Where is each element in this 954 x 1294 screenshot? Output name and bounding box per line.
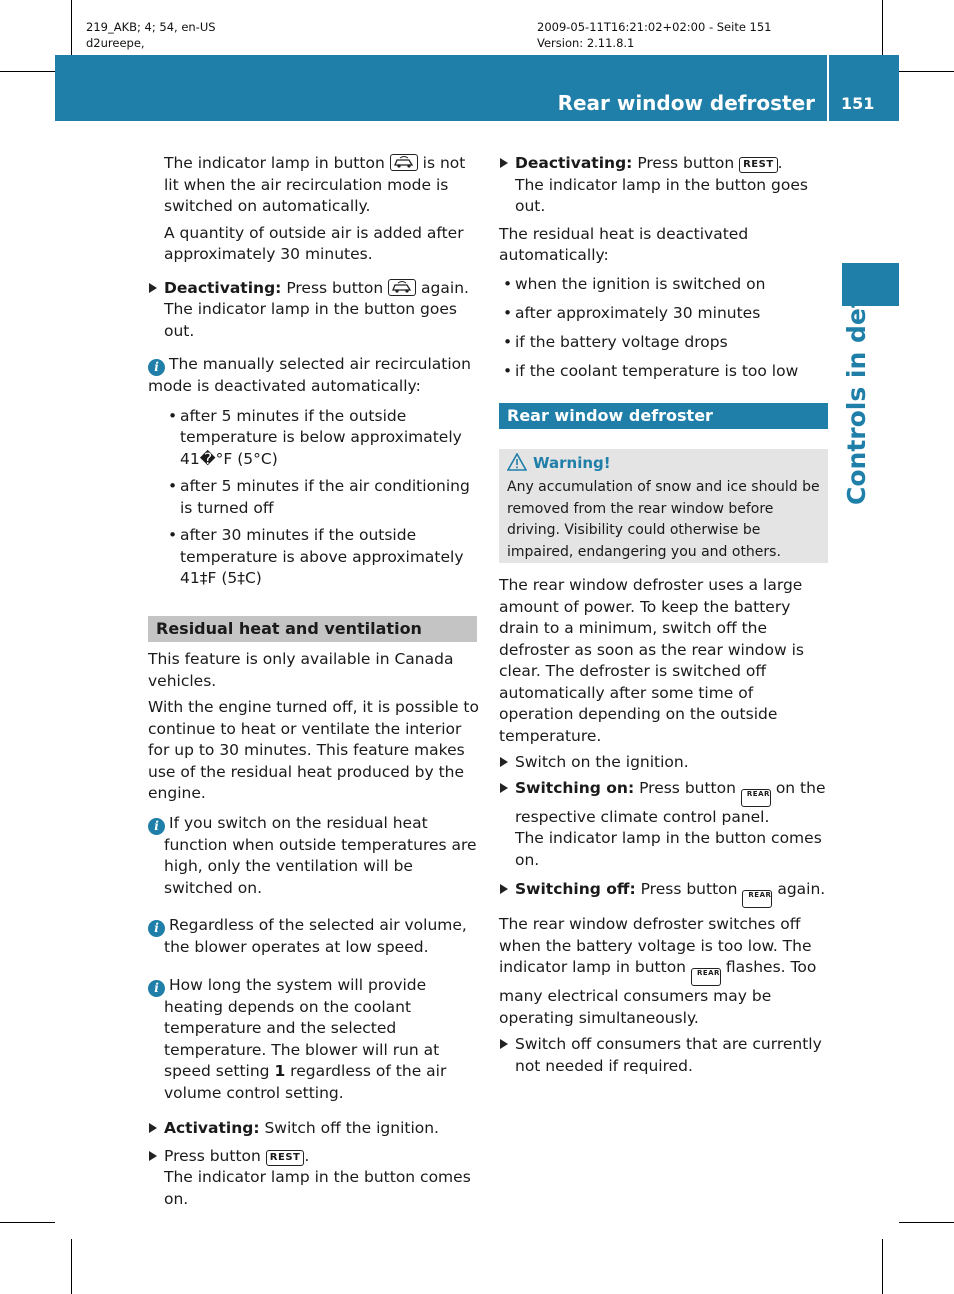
crop-mark xyxy=(899,71,954,72)
step-arrow-icon xyxy=(500,783,508,793)
step-arrow-icon xyxy=(149,1151,157,1161)
bullet-list xyxy=(148,406,478,590)
text: The indicator lamp in button xyxy=(164,154,385,172)
paragraph: The residual heat is deactivated automatically: xyxy=(499,224,749,264)
info-icon: i xyxy=(148,818,165,835)
crop-mark xyxy=(899,1222,954,1223)
warning-header xyxy=(507,453,611,473)
info-icon: i xyxy=(148,980,165,997)
crop-mark xyxy=(0,71,55,72)
page-number: 151 xyxy=(841,94,875,113)
text: Switch off consumers that are currently not needed if required. xyxy=(515,1035,822,1075)
rest-button-icon: REST xyxy=(266,1150,305,1166)
recirculation-button-icon xyxy=(388,279,416,296)
step-label: Deactivating: xyxy=(515,154,633,172)
info-note xyxy=(148,915,480,959)
header-title: Rear window defroster xyxy=(557,91,815,115)
paragraph: With the engine turned off, it is possible to continue to heat or ventilate the interior for up to 30 minutes. This feature makes use of the residual heat produced by the engine. xyxy=(148,698,479,802)
step-item xyxy=(148,278,478,343)
step-label: Switching off: xyxy=(515,880,636,898)
text: Press button xyxy=(164,1146,261,1165)
text: again. xyxy=(777,880,826,898)
step-item: Deactivating: Press button REST . The indicator lamp in the button goes out. xyxy=(499,153,831,218)
step-arrow-icon xyxy=(500,1039,508,1049)
meta-line: Version: 2.11.8.1 xyxy=(537,36,635,50)
text: The indicator lamp in the button goes out. xyxy=(515,175,808,215)
step-arrow-icon xyxy=(149,283,157,293)
info-note xyxy=(148,354,478,398)
rear-key-label: REAR xyxy=(746,789,770,798)
list-item: • after approximately 30 minutes xyxy=(499,303,831,325)
text: Regardless of the selected air volume, the blower operates at low speed. xyxy=(164,916,467,956)
text: flashes. Too many electrical consumers may be operating simultaneously. xyxy=(499,958,817,1027)
recirculation-button-icon xyxy=(390,154,418,171)
rear-key-label: REAR xyxy=(696,969,720,977)
meta-line: 219_AKB; 4; 54, en-US xyxy=(86,20,216,34)
step-label: Deactivating: xyxy=(164,278,282,297)
bullet-list xyxy=(499,274,831,383)
crop-mark xyxy=(71,0,72,55)
list-item: • after 5 minutes if the air conditioning is turned off xyxy=(164,476,478,519)
section-title-residual-heat: Residual heat and ventilation xyxy=(148,616,477,642)
text: Press button xyxy=(640,880,738,898)
section-title-rear-defroster: Rear window defroster xyxy=(499,403,828,429)
step-item xyxy=(499,1034,831,1077)
header-divider xyxy=(827,55,829,121)
step-arrow-icon xyxy=(149,1123,157,1133)
step-label: Activating: xyxy=(164,1119,260,1137)
rear-defrost-button-icon xyxy=(741,789,771,807)
meta-line: d2ureepe, xyxy=(86,36,145,50)
crop-mark xyxy=(71,1239,72,1294)
paragraph: This feature is only available in Canada vehicles. xyxy=(148,650,454,690)
step-label: Switching on: xyxy=(515,778,635,797)
info-icon: i xyxy=(148,359,165,376)
list-item: • if the coolant temperature is too low xyxy=(499,361,831,383)
info-note xyxy=(148,975,480,1105)
step-arrow-icon xyxy=(500,757,508,767)
crop-mark xyxy=(0,1222,55,1223)
paragraph xyxy=(148,153,478,218)
text: The indicator lamp in the button comes on. xyxy=(164,1168,471,1208)
right-column xyxy=(499,153,831,390)
meta-line: 2009-05-11T16:21:02+02:00 - Seite 151 xyxy=(537,20,772,34)
text: Press button xyxy=(286,278,384,297)
text: Switch off the ignition. xyxy=(264,1119,439,1137)
right-column-lower xyxy=(499,575,831,1083)
paragraph xyxy=(499,914,831,1029)
speed-setting: 1 xyxy=(274,1062,286,1080)
warning-triangle-icon xyxy=(507,453,527,471)
text: The indicator lamp in the button goes out. xyxy=(164,300,457,340)
step-item: Press button REST . The indicator lamp in the button comes on. xyxy=(148,1146,480,1211)
step-item xyxy=(499,879,831,908)
rear-defrost-button-icon xyxy=(691,968,721,986)
list-item: • when the ignition is switched on xyxy=(499,274,831,296)
text: regardless of the air volume control setting. xyxy=(164,1062,447,1102)
side-tab-label: Controls in detail xyxy=(842,262,871,505)
info-note xyxy=(148,813,480,900)
left-column xyxy=(148,153,478,596)
header-bar xyxy=(55,55,899,121)
list-item: • if the battery voltage drops xyxy=(499,332,831,354)
step-arrow-icon xyxy=(500,158,508,168)
print-meta-right xyxy=(537,19,772,51)
text: If you switch on the residual heat function when outside temperatures are high, only the ventilation will be switched on. xyxy=(164,813,477,897)
text: The manually selected air recirculation mode is deactivated automatically: xyxy=(148,355,471,395)
warning-text: Any accumulation of snow and ice should be removed from the rear window before driving. Visibility could otherwise be impaired, endangering you and others. xyxy=(507,479,820,560)
text: again. xyxy=(421,278,469,297)
text: Press button xyxy=(639,778,736,797)
rear-key-label: REAR xyxy=(748,891,772,899)
warning-title: Warning! xyxy=(533,454,611,472)
crop-mark xyxy=(882,1239,883,1294)
text: Switch on the ignition. xyxy=(515,753,689,771)
text: is not lit when the air recirculation mode is switched on automatically. xyxy=(164,154,466,215)
step-item xyxy=(148,1118,480,1140)
text: Press button xyxy=(637,154,735,172)
text: on the respective climate control panel. xyxy=(515,778,826,826)
text: The indicator lamp in the button comes on. xyxy=(515,829,822,869)
step-item xyxy=(499,778,831,872)
list-item: • after 30 minutes if the outside temperature is above approximately 41‡F (5‡C) xyxy=(164,525,478,590)
crop-mark xyxy=(882,0,883,55)
rear-defrost-button-icon xyxy=(742,890,772,908)
left-column-lower xyxy=(148,649,480,1216)
info-icon: i xyxy=(148,920,165,937)
paragraph: The rear window defroster uses a large amount of power. To keep the battery drain to a minimum, switch off the defroster as soon as the rear window is clear. The defroster is switched off automatically after some time of operation depending on the outside temperature. xyxy=(499,576,804,745)
paragraph: A quantity of outside air is added after approximately 30 minutes. xyxy=(164,223,464,263)
warning-box xyxy=(499,449,828,563)
print-meta-left xyxy=(86,19,216,51)
text: The rear window defroster switches off when the battery voltage is too low. The indicator lamp in button xyxy=(499,915,812,976)
step-item xyxy=(499,752,831,774)
list-item: • after 5 minutes if the outside temperature is below approximately 41�°F (5°C) xyxy=(164,406,478,471)
step-arrow-icon xyxy=(500,884,508,894)
text: How long the system will provide heating depends on the coolant temperature and the selected temperature. The blower will run at speed setting xyxy=(164,975,440,1080)
rest-button-icon: REST xyxy=(739,157,778,173)
